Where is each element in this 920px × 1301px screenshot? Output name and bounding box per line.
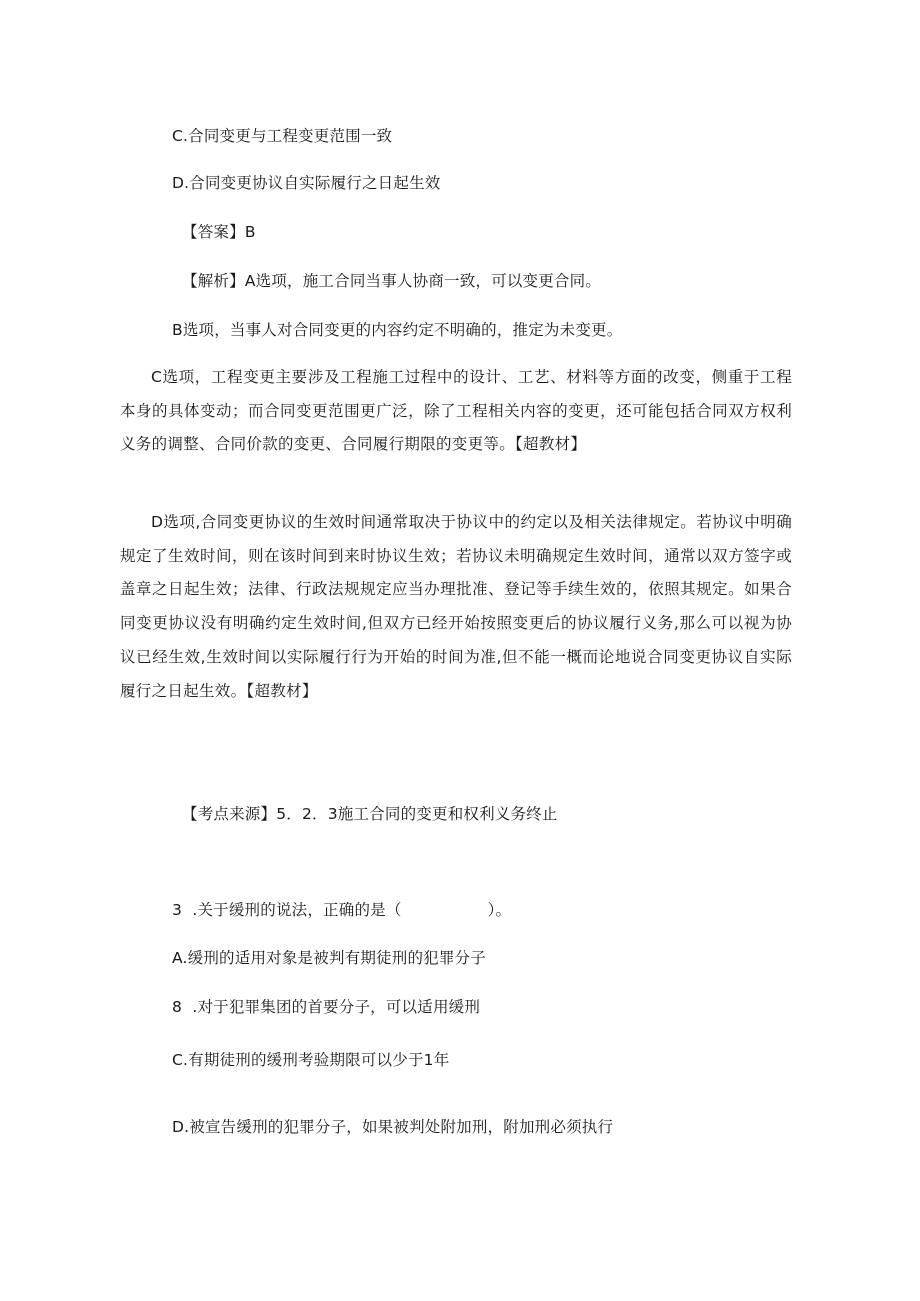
q3-option-b [172,997,480,1017]
q3-stem-text: .关于缓刑的说法，正确的是（ [192,901,402,919]
q2-analysis-d: D选项,合同变更协议的生效时间通常取决于协议中的约定以及相关法律规定。若协议中明确规定了生效时间，则在该时间到来时协议生效；若协议未明确规定生效时间，通常以双方签字或盖章之日起生效；法律、行政法规规定应当办理批准、登记等手续生效的，依照其规定。如果合同变更协议没有明确约定生效时间,但双方已经开始按照变更后的协议履行义务,那么可以视为协议已经生效,生效时间以实际履行行为开始的时间为准,但不能一概而论地说合同变更协议自实际履行之日起生效。【超教材】 [120,513,792,700]
q2-option-d: D.合同变更协议自实际履行之日起生效 [172,174,441,192]
q3-stem-end: ）。 [487,901,512,919]
q2-option-c: C.合同变更与工程变更范围一致 [172,127,393,145]
analysis-a-text: A选项，施工合同当事人协商一致，可以变更合同。 [244,272,602,290]
analysis-label: 【解析】 [182,272,245,290]
q2-answer [182,222,256,242]
q2-source [182,804,558,824]
q2-analysis-b: B选项，当事人对合同变更的内容约定不明确的，推定为未变更。 [172,321,623,339]
q3-option-b-text: .对于犯罪集团的首要分子，可以适用缓刑 [192,998,481,1016]
answer-value: B [244,223,256,241]
q3-option-c: C.有期徒刑的缓刑考验期限可以少于1年 [172,1051,450,1069]
source-label: 【考点来源】 [182,805,277,823]
q2-analysis-c: C选项，工程变更主要涉及工程施工过程中的设计、工艺、材料等方面的改变，侧重于工程本身的具体变动；而合同变更范围更广泛，除了工程相关内容的变更，还可能包括合同双方权利义务的调整、合同价款的变更、合同履行期限的变更等。【超教材】 [120,368,792,454]
answer-label: 【答案】 [182,223,245,241]
q3-option-a: A.缓刑的适用对象是被判有期徒刑的犯罪分子 [172,949,486,967]
q3-stem [172,900,511,920]
q3-option-d: D.被宣告缓刑的犯罪分子，如果被判处附加刑，附加刑必须执行 [172,1118,614,1136]
source-value: 5．2．3施工合同的变更和权利义务终止 [276,805,558,823]
q3-option-b-num: 8 [172,998,183,1016]
q2-analysis-a [182,271,601,291]
q3-number: 3 [172,901,183,919]
